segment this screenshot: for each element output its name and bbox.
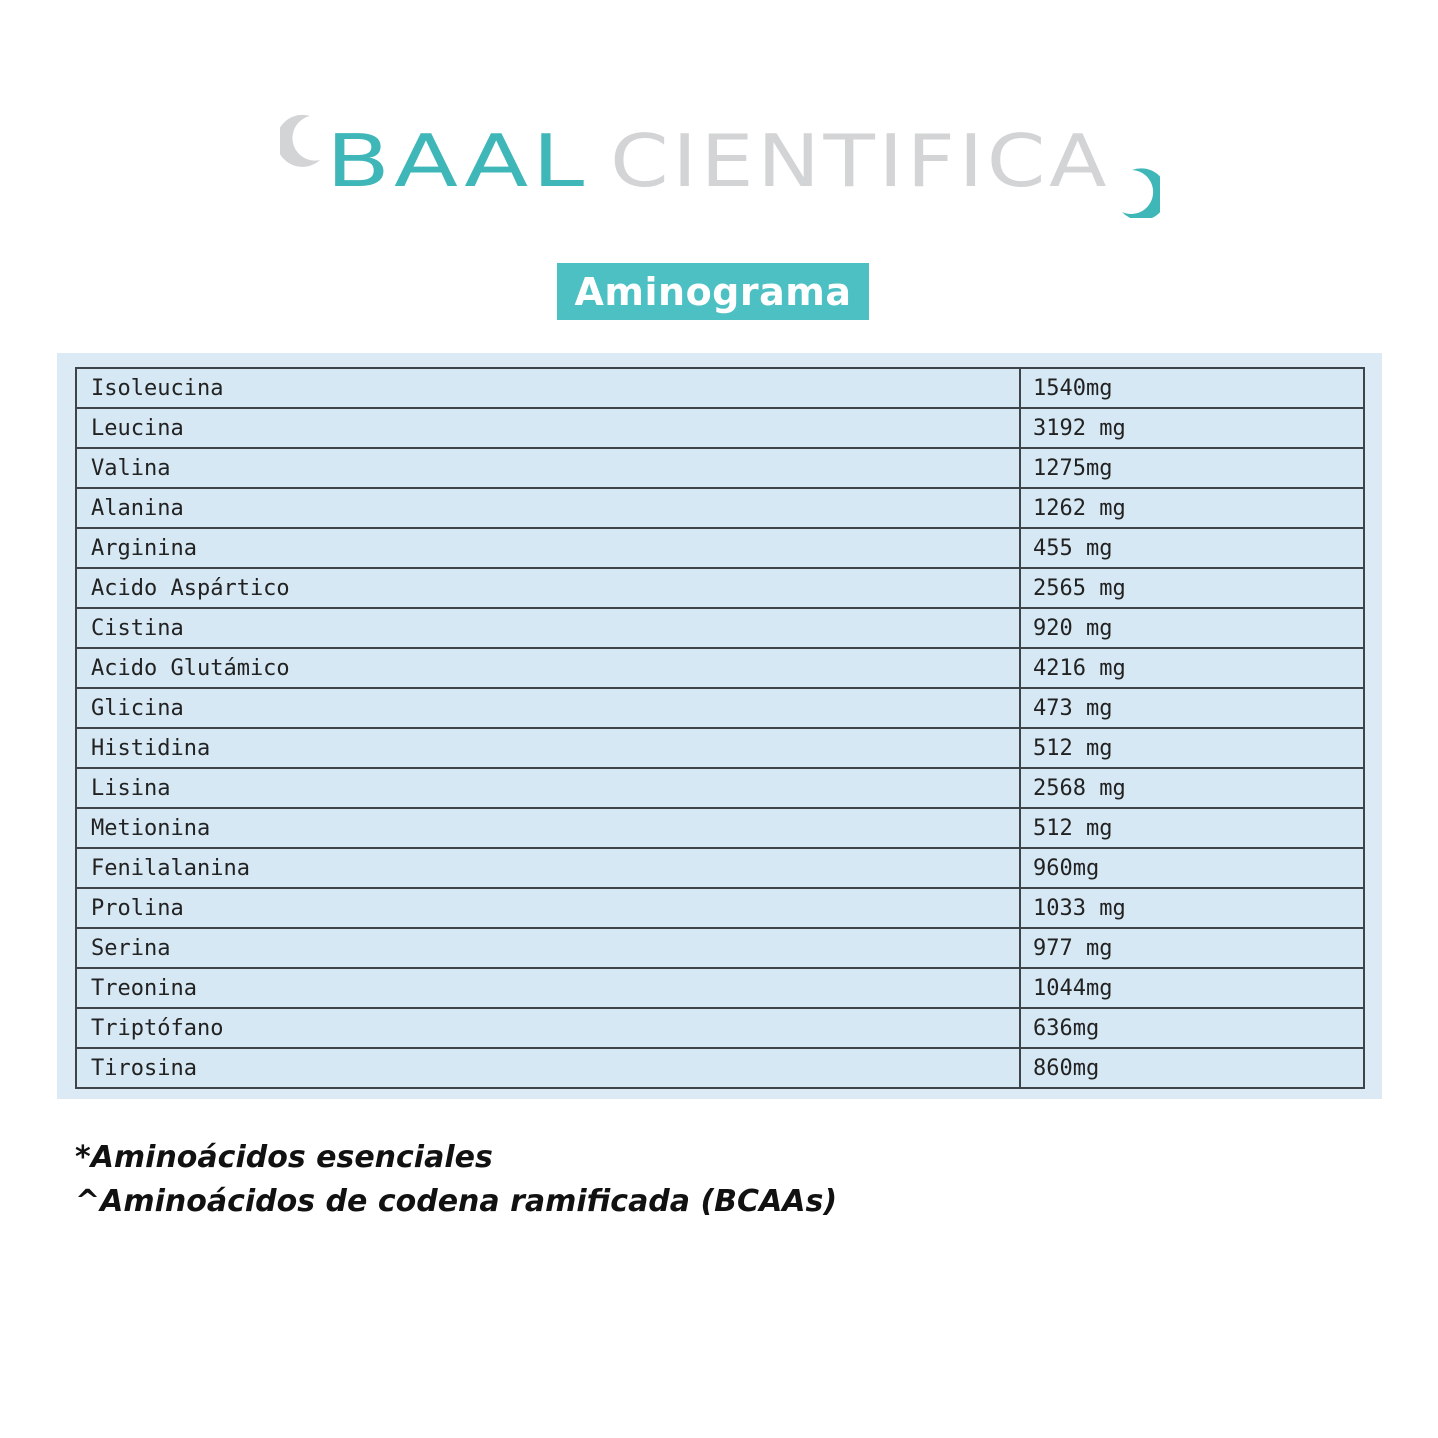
table-row — [76, 488, 1364, 528]
amino-acid-name: Histidina — [76, 728, 1020, 768]
amino-acid-value: 473 mg — [1020, 688, 1364, 728]
table-row — [76, 1048, 1364, 1088]
footnote-essential: *Aminoácidos esenciales — [75, 1140, 493, 1175]
amino-acid-value: 920 mg — [1020, 608, 1364, 648]
amino-acid-value: 1044mg — [1020, 968, 1364, 1008]
amino-acid-name: Glicina — [76, 688, 1020, 728]
amino-acid-name: Triptófano — [76, 1008, 1020, 1048]
amino-acid-name: Acido Aspártico — [76, 568, 1020, 608]
table-row — [76, 848, 1364, 888]
table-row — [76, 528, 1364, 568]
amino-acid-name: Treonina — [76, 968, 1020, 1008]
amino-acid-value: 3192 mg — [1020, 408, 1364, 448]
amino-acid-name: Isoleucina — [76, 368, 1020, 408]
amino-acid-value: 1262 mg — [1020, 488, 1364, 528]
amino-acid-name: Arginina — [76, 528, 1020, 568]
table-row — [76, 648, 1364, 688]
moon-right-icon — [1122, 168, 1160, 218]
footnotes — [75, 1136, 1275, 1224]
table-row — [76, 368, 1364, 408]
brand-logo-graphic — [280, 108, 1160, 218]
table-row — [76, 568, 1364, 608]
amino-acid-value: 2568 mg — [1020, 768, 1364, 808]
table-row — [76, 928, 1364, 968]
moon-left-icon — [280, 115, 320, 167]
amino-acid-name: Prolina — [76, 888, 1020, 928]
amino-acid-value: 1540mg — [1020, 368, 1364, 408]
amino-acid-value: 2565 mg — [1020, 568, 1364, 608]
amino-acid-value: 455 mg — [1020, 528, 1364, 568]
amino-acid-value: 4216 mg — [1020, 648, 1364, 688]
amino-acid-value: 860mg — [1020, 1048, 1364, 1088]
aminograma-badge — [557, 263, 869, 320]
logo-word-cientifica: CIENTIFICA — [610, 119, 1110, 203]
logo-word-baal: BAAL — [326, 119, 588, 203]
amino-acid-name: Cistina — [76, 608, 1020, 648]
amino-acid-value: 1033 mg — [1020, 888, 1364, 928]
table-row — [76, 808, 1364, 848]
amino-acid-name: Leucina — [76, 408, 1020, 448]
table-row — [76, 408, 1364, 448]
amino-acid-name: Serina — [76, 928, 1020, 968]
table-row — [76, 608, 1364, 648]
amino-acid-name: Fenilalanina — [76, 848, 1020, 888]
footnote-bcaa: ^Aminoácidos de codena ramificada (BCAAs) — [75, 1184, 838, 1219]
amino-acid-value: 512 mg — [1020, 728, 1364, 768]
amino-acid-name: Acido Glutámico — [76, 648, 1020, 688]
amino-acid-name: Alanina — [76, 488, 1020, 528]
amino-acid-value: 977 mg — [1020, 928, 1364, 968]
amino-acid-value: 636mg — [1020, 1008, 1364, 1048]
amino-acid-name: Valina — [76, 448, 1020, 488]
table-row — [76, 448, 1364, 488]
amino-acid-value: 960mg — [1020, 848, 1364, 888]
table-row — [76, 968, 1364, 1008]
amino-acid-name: Tirosina — [76, 1048, 1020, 1088]
aminogram-panel — [57, 353, 1382, 1099]
table-row — [76, 1008, 1364, 1048]
aminogram-table — [75, 367, 1365, 1089]
table-row — [76, 688, 1364, 728]
amino-acid-value: 512 mg — [1020, 808, 1364, 848]
badge-label: Aminograma — [574, 269, 852, 314]
brand-logo — [280, 108, 1160, 218]
table-row — [76, 768, 1364, 808]
table-row — [76, 728, 1364, 768]
table-row — [76, 888, 1364, 928]
amino-acid-name: Lisina — [76, 768, 1020, 808]
amino-acid-name: Metionina — [76, 808, 1020, 848]
amino-acid-value: 1275mg — [1020, 448, 1364, 488]
